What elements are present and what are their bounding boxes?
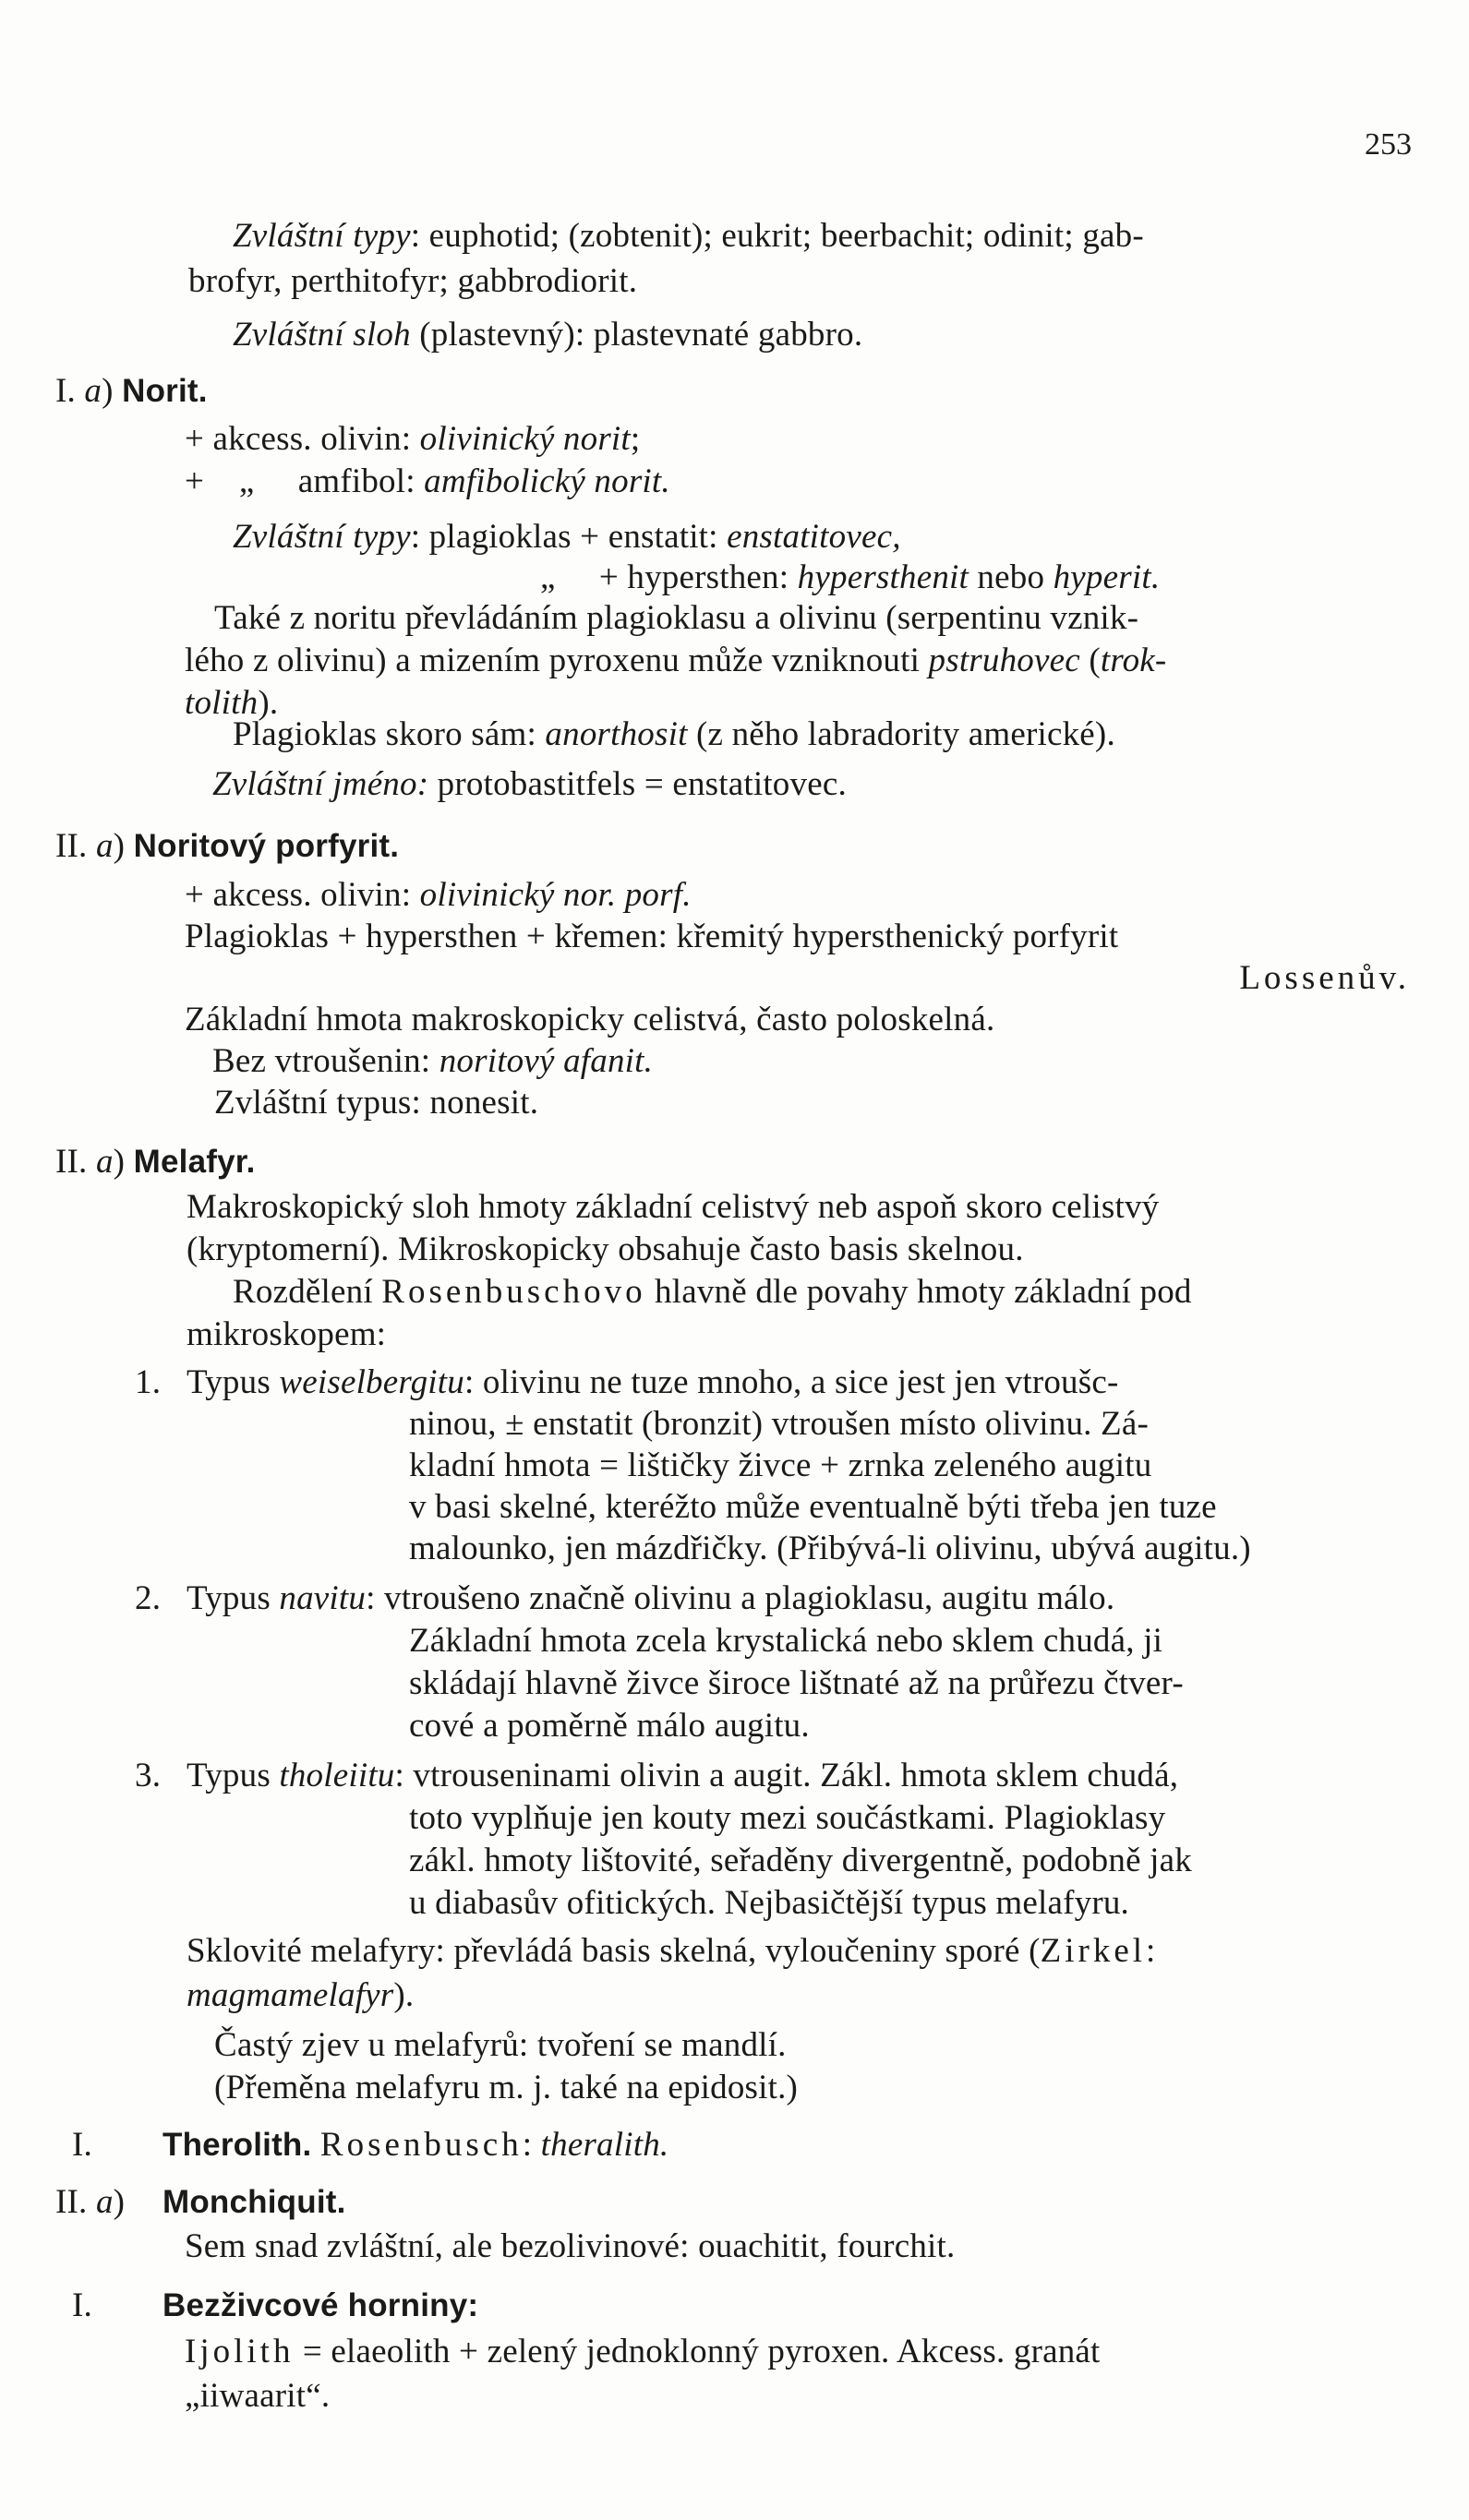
heading-melaphyre: II. a) Melafyr. [55, 1143, 256, 1181]
type-1-line-3: kladní hmota = lištičky živce + zrnka zeleného augitu [409, 1446, 1152, 1484]
ijolith-line-1: Ijolith = elaeolith + zelený jednoklonný pyroxen. Akcess. granát [185, 2333, 1101, 2370]
melaphyre-para-line-4: mikroskopem: [187, 1315, 387, 1353]
melaphyre-para-line-3: Rozdělení Rosenbuschovo hlavně dle povahy hmoty základní pod [233, 1273, 1192, 1311]
melaphyre-transformation: (Přeměna melafyru m. j. také na epidosit.) [214, 2069, 799, 2106]
type-3-number: 3. [135, 1757, 162, 1794]
porphyrite-quartz-line: Plagioklas + hypersthen + křemen: křemitý hypersthenický porfyrit [185, 918, 1119, 955]
special-types-line-1: Zvláštní typy: euphotid; (zobtenit); eukrit; beerbachit; odinit; gab- [233, 217, 1144, 255]
melaphyre-common-feature: Častý zjev u melafyrů: tvoření se mandlí. [214, 2026, 787, 2064]
heading-feldspar-free-rocks: Bezživcové horniny: [163, 2287, 479, 2323]
type-1-line-1: Typus weiselbergitu: olivinu ne tuze mnoho, a sice jest jen vtroušc- [187, 1363, 1119, 1401]
type-3-line-3: zákl. hmoty lištovité, seřaděny divergentně, podobně jak [409, 1842, 1192, 1879]
type-2-line-1: Typus navitu: vtroušeno značně olivinu a plagioklasu, augitu málo. [187, 1579, 1115, 1617]
type-3-line-4: u diabasův ofitických. Nejbasičtější typus melafyru. [409, 1884, 1130, 1922]
heading-therolith: Therolith. Rosenbusch: theralith. [163, 2126, 669, 2164]
norit-para-line-1: Také z noritu převládáním plagioklasu a olivinu (serpentinu vznik- [214, 599, 1139, 637]
norit-special-name-line: Zvláštní jméno: protobastitfels = enstatitovec. [212, 765, 847, 803]
feldspar-free-number: I. [72, 2286, 92, 2324]
melaphyre-para-line-2: (kryptomerní). Mikroskopicky obsahuje často basis skelnou. [187, 1230, 1024, 1268]
heading-monchiquite: Monchiquit. [163, 2184, 346, 2220]
monchiquite-number: II. a) [55, 2183, 126, 2221]
norit-para-line-2: lého z olivinu) a mizením pyroxenu může vzniknouti pstruhovec (trok- [185, 642, 1167, 679]
glassy-melaphyre-line-1: Sklovité melafyry: převládá basis skelná, vyloučeniny sporé (Zirkel: [187, 1932, 1156, 1970]
type-2-line-4: cové a poměrně málo augitu. [409, 1707, 810, 1745]
type-3-line-2: toto vyplňuje jen kouty mezi součástkami. Plagioklasy [409, 1799, 1166, 1837]
porphyrite-special-type-line: Zvláštní typus: nonesit. [214, 1084, 539, 1122]
special-types-line-2: brofyr, perthitofyr; gabbrodiorit. [188, 262, 638, 300]
type-3-line-1: Typus tholeiitu: vtrouseninami olivin a augit. Zákl. hmota sklem chudá, [187, 1757, 1179, 1794]
type-1-line-4: v basi skelné, kteréžto může eventualně býti třeba jen tuze [409, 1488, 1217, 1526]
norit-para-line-3: tolith). [185, 684, 279, 722]
norit-olivine-line: + akcess. olivin: olivinický norit; [185, 420, 641, 458]
norit-types-line-2: „ + hypersthen: hypersthenit nebo hyperit. [540, 558, 1161, 596]
monchiquite-line: Sem snad zvláštní, ale bezolivinové: ouachitit, fourchit. [185, 2227, 956, 2265]
ijolith-line-2: „iiwaarit“. [185, 2377, 331, 2415]
type-1-line-5: malounko, jen mázdřičky. (Přibývá-li olivinu, ubývá augitu.) [409, 1530, 1251, 1567]
porphyrite-groundmass-line: Základní hmota makroskopicky celistvá, často poloskelná. [185, 1001, 995, 1038]
porphyrite-olivine-line: + akcess. olivin: olivinický nor. porf. [185, 876, 692, 914]
glassy-melaphyre-line-2: magmamelafyr). [187, 1976, 415, 2014]
norit-amphibole-line: + „ amfibol: amfibolický norit. [185, 462, 670, 500]
heading-norit: I. a) Norit. [55, 372, 208, 410]
special-texture-line: Zvláštní sloh (plastevný): plastevnaté gabbro. [233, 316, 863, 354]
melaphyre-para-line-1: Makroskopický sloh hmoty základní celistvý neb aspoň skoro celistvý [187, 1188, 1160, 1226]
type-2-line-2: Základní hmota zcela krystalická nebo sklem chudá, ji [409, 1622, 1163, 1660]
porphyrite-author: Lossenův. [1239, 959, 1410, 997]
heading-norite-porphyrite: II. a) Noritový porfyrit. [55, 827, 400, 865]
norit-anorthosite-line: Plagioklas skoro sám: anorthosit (z něho labradority americké). [233, 715, 1115, 753]
type-1-line-2: ninou, ± enstatit (bronzit) vtroušen místo olivinu. Zá- [409, 1405, 1149, 1443]
page-number: 253 [1365, 127, 1412, 162]
type-2-line-3: skládají hlavně živce široce lištnaté až na průřezu čtver- [409, 1664, 1184, 1702]
type-2-number: 2. [135, 1579, 162, 1617]
porphyrite-aphanite-line: Bez vtroušenin: noritový afanit. [212, 1042, 654, 1080]
type-1-number: 1. [135, 1363, 162, 1401]
norit-types-line-1: Zvláštní typy: plagioklas + enstatit: enstatitovec, [233, 518, 901, 556]
therolith-number: I. [72, 2126, 92, 2164]
